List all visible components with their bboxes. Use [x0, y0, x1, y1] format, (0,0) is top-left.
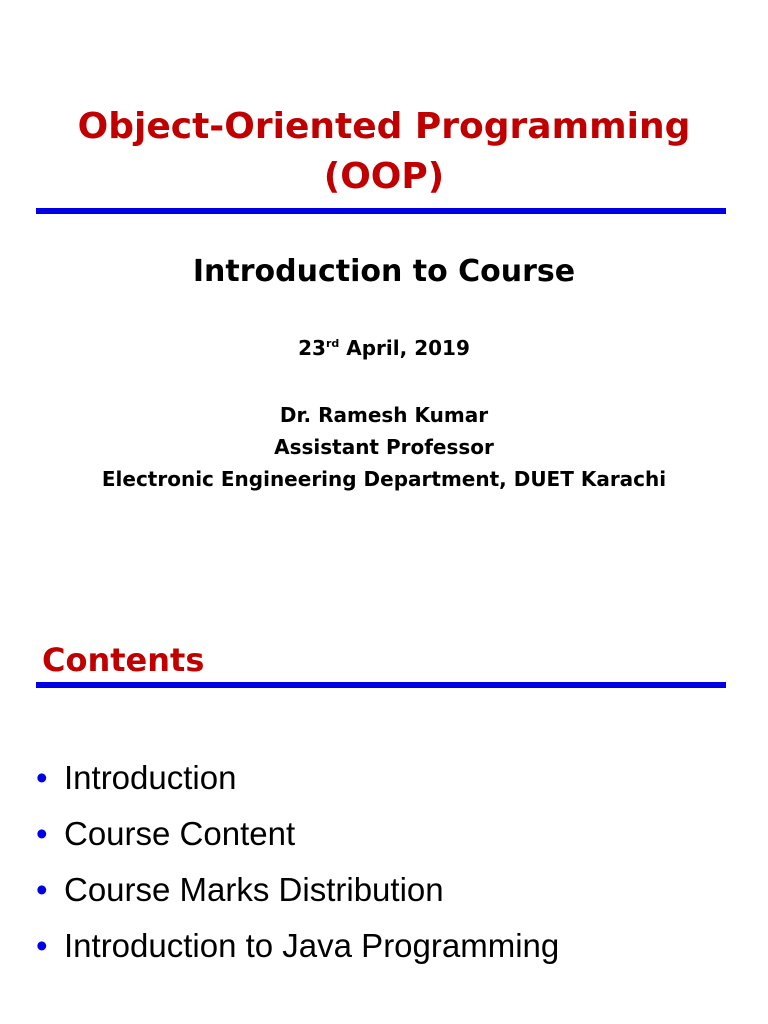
list-item-text: Course Marks Distribution [64, 871, 444, 908]
bullet-icon: • [36, 927, 48, 964]
lecture-subtitle: Introduction to Course [192, 254, 576, 289]
course-title-line-1: Object-Oriented Programming [77, 106, 691, 147]
author-department: Electronic Engineering Department, DUET Karachi [101, 467, 667, 491]
author-name: Dr. Ramesh Kumar [279, 403, 489, 427]
date-ordinal-suffix: rd [325, 337, 340, 350]
bullet-icon: • [36, 815, 48, 852]
contents-slide [0, 512, 768, 1024]
date-month-year: April, 2019 [339, 336, 470, 360]
lecture-date [0, 334, 768, 362]
author-info [40, 399, 728, 491]
contents-heading: Contents [42, 641, 205, 679]
date-day: 23 [298, 336, 326, 360]
list-item [36, 918, 559, 974]
contents-divider [36, 682, 726, 688]
list-item [36, 806, 559, 862]
bullet-icon: • [36, 759, 48, 796]
list-item [36, 750, 559, 806]
author-position: Assistant Professor [274, 435, 494, 459]
course-title-line-2: (OOP) [323, 156, 445, 197]
list-item-text: Introduction [64, 759, 237, 796]
course-title [0, 102, 768, 202]
contents-list [36, 750, 559, 974]
list-item-text: Introduction to Java Programming [64, 927, 560, 964]
list-item-text: Course Content [64, 815, 296, 852]
title-divider [36, 208, 726, 214]
bullet-icon: • [36, 871, 48, 908]
list-item [36, 862, 559, 918]
